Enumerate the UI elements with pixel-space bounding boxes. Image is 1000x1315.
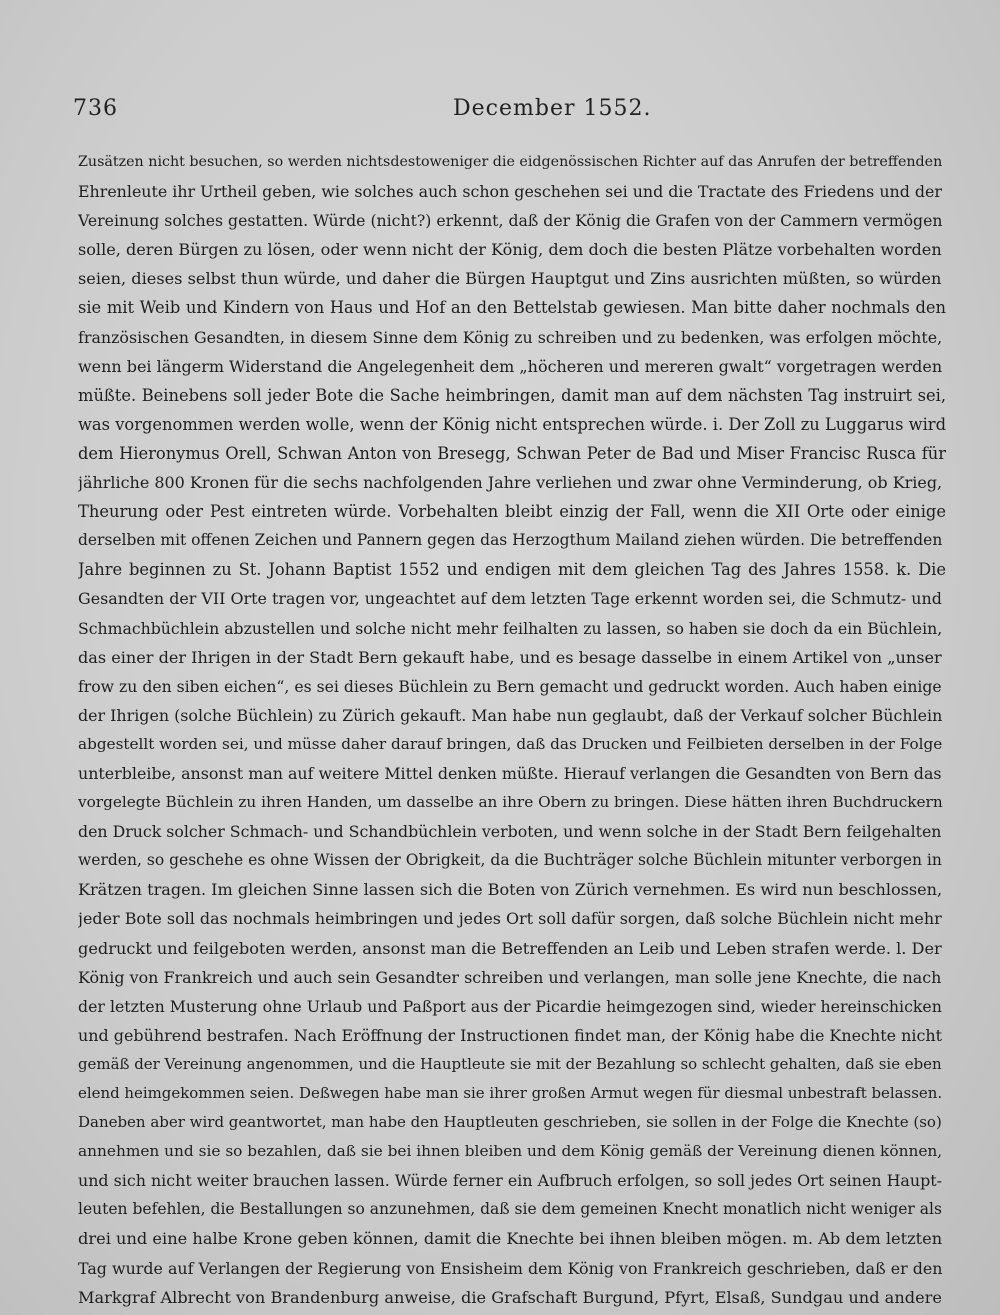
text-line: König von Frankreich und auch sein Gesandter schreiben und verlangen, man solle jene Knechte, die nach [78,967,942,987]
body-text [78,148,946,1312]
text-line: unterbleibe, ansonst man auf weitere Mittel denken müßte. Hierauf verlangen die Gesandten von Bern das [78,763,942,783]
text-line: müßte. Beinebens soll jeder Bote die Sache heimbringen, damit man auf dem nächsten Tag instruirt sei, [78,385,946,405]
text-line: französischen Gesandten, in diesem Sinne dem König zu schreiben und zu bedenken, was erfolgen möchte, [78,327,943,347]
text-line: das einer der Ihrigen in der Stadt Bern gekauft habe, und es besage dasselbe in einem Artikel von „unser [78,647,942,667]
text-line: Gesandten der VII Orte tragen vor, ungeachtet auf dem letzten Tage erkennt worden sei, die Schmutz- und [78,589,942,609]
text-line: Ehrenleute ihr Urtheil geben, wie solches auch schon geschehen sei und die Tractate des Friedens und der [78,182,942,202]
text-line: derselben mit offenen Zeichen und Pannern gegen das Herzogthum Mailand ziehen würden. Die betreffenden [78,531,943,550]
text-line: den Druck solcher Schmach- und Schandbüchlein verboten, und wenn solche in der Stadt Bern feilgehalten [78,822,942,842]
text-line: solle, deren Bürgen zu lösen, oder wenn nicht der König, dem doch die besten Plätze vorbehalten worden [78,240,942,260]
text-line: Theurung oder Pest eintreten würde. Vorbehalten bleibt einzig der Fall, wenn die XII Orte oder einige [78,502,946,522]
text-line: und sich nicht weiter brauchen lassen. Würde ferner ein Aufbruch erfolgen, so soll jedes Ort seinen Haupt- [78,1171,942,1191]
page-number: 736 [73,96,118,121]
text-line: elend heimgekommen seien. Deßwegen habe man sie ihrer großen Armut wegen für diesmal unbestraft belassen. [78,1084,943,1102]
text-line: der letzten Musterung ohne Urlaub und Paßport aus der Picardie heimgezogen sind, wieder hereinschicken [78,996,942,1016]
running-head: December 1552. [453,96,652,121]
text-line: der Ihrigen (solche Büchlein) zu Zürich gekauft. Man habe nun geglaubt, daß der Verkauf solcher Büchlein [78,705,943,725]
text-line: leuten befehlen, die Bestallungen so anzunehmen, daß sie dem gemeinen Knecht monatlich nicht weniger als [78,1200,942,1219]
text-line: frow zu den siben eichen“, es sei dieses Büchlein zu Bern gemacht und gedruckt worden. Auch haben einige [78,676,942,696]
text-line: Jahre beginnen zu St. Johann Baptist 1552 und endigen mit dem gleichen Tag des Jahres 1558. k. Die [78,560,946,580]
text-line: Schmachbüchlein abzustellen und solche nicht mehr feilhalten zu lassen, so haben sie doch da ein Büchlein, [78,618,943,638]
text-line: dem Hieronymus Orell, Schwan Anton von Bresegg, Schwan Peter de Bad und Miser Francisc Rusca für [78,443,946,463]
text-line: annehmen und sie so bezahlen, daß sie bei ihnen bleiben und dem König gemäß der Vereinung dienen können, [78,1142,943,1161]
text-line: was vorgenommen werden wolle, wenn der König nicht entsprechen würde. i. Der Zoll zu Luggarus wird [78,414,946,434]
text-line: jährliche 800 Kronen für die sechs nachfolgenden Jahre verliehen und zwar ohne Verminderung, ob Krieg, [78,473,943,493]
text-line: Krätzen tragen. Im gleichen Sinne lassen sich die Boten von Zürich vernehmen. Es wird nun beschlossen, [78,880,943,900]
text-line: Zusätzen nicht besuchen, so werden nichtsdestoweniger die eidgenössischen Richter auf das Anrufen der betreffenden [78,154,943,170]
text-line: drei und eine halbe Krone geben können, damit die Knechte bei ihnen bleiben mögen. m. Ab dem letzten [78,1229,943,1249]
text-line: Tag wurde auf Verlangen der Regierung von Ensisheim dem König von Frankreich geschrieben, daß er den [78,1258,943,1278]
page-header [73,96,943,136]
text-line: abgestellt worden sei, und müsse daher darauf bringen, daß das Drucken und Feilbieten derselben in der Folge [78,734,943,753]
text-line: vorgelegte Büchlein zu ihren Handen, um dasselbe an ihre Obern zu bringen. Diese hätten ihren Buchdruckern [78,793,943,812]
text-line: gemäß der Vereinung angenommen, und die Hauptleute sie mit der Bezahlung so schlecht gehalten, daß sie eben [78,1054,942,1073]
text-line: und gebührend bestrafen. Nach Eröffnung der Instructionen findet man, der König habe die Knechte nicht [78,1025,943,1045]
text-line: werden, so geschehe es ohne Wissen der Obrigkeit, da die Buchträger solche Büchlein mitunter verborgen in [78,851,942,870]
text-line: wenn bei längerm Widerstand die Angelegenheit dem „höcheren und mereren gwalt“ vorgetragen werden [78,356,943,376]
text-line: Vereinung solches gestatten. Würde (nicht?) erkennt, daß der König die Grafen von der Cammern vermögen [78,211,943,231]
text-line: sie mit Weib und Kindern von Haus und Hof an den Bettelstab gewiesen. Man bitte daher nochmals den [78,298,946,318]
text-line: Markgraf Albrecht von Brandenburg anweise, die Grafschaft Burgund, Pfyrt, Elsaß, Sundgau und andere [78,1287,942,1307]
text-line: gedruckt und feilgeboten werden, ansonst man die Betreffenden an Leib und Leben strafen werde. l. Der [78,938,942,958]
text-line: seien, dieses selbst thun würde, und daher die Bürgen Hauptgut und Zins ausrichten müßten, so würden [78,269,942,289]
text-line: Daneben aber wird geantwortet, man habe den Hauptleuten geschrieben, sie sollen in der Folge die Knechte (so) [78,1113,942,1132]
text-line: jeder Bote soll das nochmals heimbringen und jedes Ort soll dafür sorgen, daß solche Büchlein nicht mehr [78,909,942,929]
